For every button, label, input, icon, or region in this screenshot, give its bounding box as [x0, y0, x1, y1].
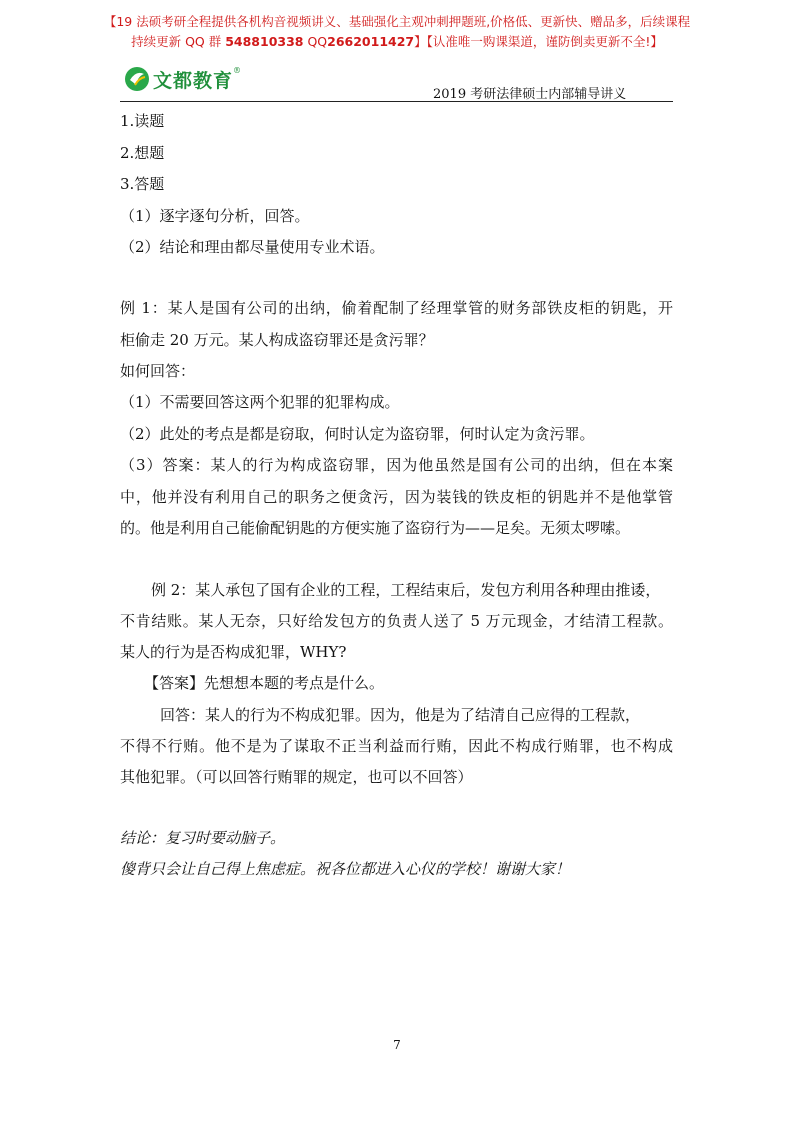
- step-3-point-2: （2）结论和理由都尽量使用专业术语。: [120, 238, 385, 256]
- step-1: 1.读题: [120, 112, 165, 130]
- example-2-question-line-3: 某人的行为是否构成犯罪，WHY?: [120, 643, 347, 661]
- promo-line-2: 持续更新 QQ 群 548810338 QQ2662011427】【认准唯一购课渠道，谨防倒卖更新不全!】: [131, 34, 663, 49]
- brand-name: 文都教育: [153, 69, 234, 92]
- promo-banner: [0, 12, 794, 52]
- step-3: 3.答题: [120, 175, 165, 193]
- step-3-point-1: （1）逐字逐句分析，回答。: [120, 207, 310, 225]
- example-1-answer-3-line-1: （3）答案：某人的行为构成盗窃罪，因为他虽然是国有公司的出纳，但在本案: [120, 456, 673, 474]
- example-1-question-line-2: 柜偷走 20 万元。某人构成盗窃罪还是贪污罪？: [120, 331, 434, 349]
- example-2-answer-line-3: 其他犯罪。（可以回答行贿罪的规定，也可以不回答）: [120, 768, 473, 786]
- conclusion-line-2: 傻背只会让自己得上焦虑症。祝各位都进入心仪的学校！谢谢大家！: [120, 860, 571, 878]
- header-divider: [120, 101, 673, 102]
- example-1-answer-1: （1）不需要回答这两个犯罪的犯罪构成。: [120, 393, 400, 411]
- document-header-title: 2019 考研法律硕士内部辅导讲义: [433, 87, 627, 102]
- example-2-question-line-2: 不肯结账。某人无奈，只好给发包方的负责人送了 5 万元现金，才结清工程款。: [120, 612, 673, 630]
- qq-number: 2662011427: [327, 34, 415, 49]
- promo-line-1: 【19 法硕考研全程提供各机构音视频讲义、基础强化主观冲刺押题班,价格低、更新快、赠品多，后续课程: [103, 14, 691, 29]
- step-2: 2.想题: [120, 144, 165, 162]
- brand-logo-icon: [124, 66, 150, 92]
- conclusion-line-1: 结论：复习时要动脑子。: [120, 829, 286, 847]
- example-2-answer-line-1: 回答：某人的行为不构成犯罪。因为，他是为了结清自己应得的工程款，: [160, 706, 641, 724]
- brand-logo: [124, 64, 241, 94]
- example-2-question-line-1: 例 2：某人承包了国有企业的工程，工程结束后，发包方利用各种理由推诿，: [151, 581, 661, 599]
- qq-group-number: 548810338: [225, 34, 304, 49]
- example-1-answer-3-line-3: 的。他是利用自己能偷配钥匙的方便实施了盗窃行为——足矣。无须太啰嗦。: [120, 519, 631, 537]
- registered-mark: ®: [233, 66, 242, 75]
- example-2-answer-line-2: 不得不行贿。他不是为了谋取不正当利益而行贿，因此不构成行贿罪，也不构成: [120, 737, 673, 755]
- example-1-question-line-1: 例 1：某人是国有公司的出纳，偷着配制了经理掌管的财务部铁皮柜的钥匙，开: [120, 299, 673, 317]
- example-1-how-to-answer: 如何回答：: [120, 362, 196, 380]
- example-1-answer-3-line-2: 中，他并没有利用自己的职务之便贪污，因为装钱的铁皮柜的钥匙并不是他掌管: [120, 488, 673, 506]
- page-number: 7: [393, 1038, 401, 1052]
- example-1-answer-2: （2）此处的考点是都是窃取，何时认定为盗窃罪，何时认定为贪污罪。: [120, 425, 595, 443]
- example-2-answer-intro: 【答案】先想想本题的考点是什么。: [144, 674, 385, 692]
